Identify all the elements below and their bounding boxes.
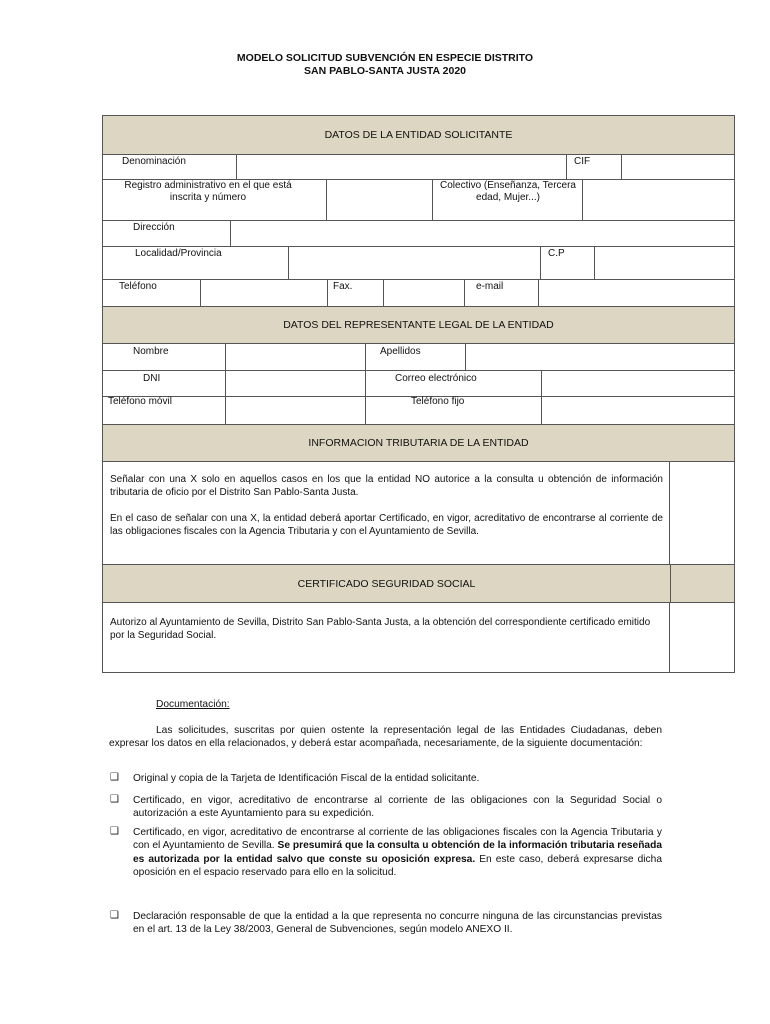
doc-item-3-bold: Se presumirá que la consulta u obtención de la información tributaria reseñada es autorizada por la entidad salvo que conste su oposición expresa.	[133, 840, 662, 865]
label-telefono-movil: Teléfono móvil	[108, 396, 172, 407]
input-fax[interactable]	[385, 280, 463, 305]
application-form-table	[102, 115, 735, 673]
label-denominacion: Denominación	[122, 156, 186, 167]
section-header-representative: DATOS DEL REPRESENTANTE LEGAL DE LA ENTIDAD	[103, 307, 734, 344]
doc-item-3	[133, 826, 662, 879]
label-colectivo: Colectivo (Enseñanza, Tercera edad, Mujer...)	[440, 180, 576, 203]
input-cif[interactable]	[623, 156, 733, 178]
label-cp: C.P	[548, 248, 565, 259]
label-email: e-mail	[476, 281, 504, 292]
label-fax: Fax.	[333, 281, 353, 292]
section-header-entity: DATOS DE LA ENTIDAD SOLICITANTE	[103, 116, 734, 155]
doc-item-3-part-c: En este caso, deberá expresarse dicha oposición en el espacio reservado para ello en la solicitud.	[133, 853, 662, 878]
input-direccion[interactable]	[232, 221, 733, 245]
input-localidad[interactable]	[290, 247, 539, 278]
social-header-side-cell	[670, 565, 734, 603]
tax-paragraph-2: En el caso de señalar con una X, la entidad deberá aportar Certificado, en vigor, acreditativo de encontrarse al corriente de las obligaciones fiscales con la Agencia Tributaria y con el Ayuntamiento de Sevilla.	[110, 513, 663, 537]
input-telefono-movil[interactable]	[227, 397, 364, 423]
doc-item-2: Certificado, en vigor, acreditativo de encontrarse al corriente de las obligaciones con la Seguridad Social o autorización a este Ayuntamiento para su expedición.	[133, 795, 662, 820]
section-header-tax: INFORMACION TRIBUTARIA DE LA ENTIDAD	[103, 425, 734, 462]
input-correo[interactable]	[543, 371, 733, 395]
tax-paragraph-1: Señalar con una X solo en aquellos casos en los que la entidad NO autorice a la consulta u obtención de información tributaria de oficio por el Distrito San Pablo-Santa Justa.	[110, 474, 663, 498]
input-email[interactable]	[540, 280, 733, 305]
documentation-intro: Las solicitudes, suscritas por quien ostente la representación legal de las Entidades Ciudadanas, deben expresar los datos en ella relacionados, y deberá estar acompañada, necesariamente, de la siguiente documentación:	[109, 725, 662, 749]
documentation-heading: Documentación:	[156, 699, 230, 710]
label-dni: DNI	[143, 373, 161, 384]
input-cp[interactable]	[596, 247, 733, 278]
input-colectivo[interactable]	[584, 180, 733, 219]
input-telefono[interactable]	[202, 280, 326, 305]
label-correo: Correo electrónico	[395, 373, 477, 384]
section-header-social: CERTIFICADO SEGURIDAD SOCIAL	[103, 565, 670, 603]
bullet-icon: ❑	[110, 826, 119, 837]
bullet-icon: ❑	[110, 772, 119, 783]
bullet-icon: ❑	[110, 794, 119, 805]
social-checkbox-cell[interactable]	[671, 604, 733, 671]
label-registro: Registro administrativo en el que está inscrita y número	[124, 180, 292, 203]
label-telefono-fijo: Teléfono fijo	[411, 396, 465, 407]
label-direccion: Dirección	[133, 222, 175, 233]
title-line-2: SAN PABLO-SANTA JUSTA 2020	[304, 65, 466, 77]
doc-item-1: Original y copia de la Tarjeta de Identificación Fiscal de la entidad solicitante.	[133, 773, 480, 784]
input-nombre[interactable]	[227, 345, 364, 369]
tax-checkbox-cell[interactable]	[671, 463, 733, 563]
bullet-icon: ❑	[110, 910, 119, 921]
doc-item-3-part-a: Certificado, en vigor, acreditativo de encontrarse al corriente de las obligaciones fiscales con la Agencia Tributaria y con el Ayuntamiento de Sevilla.	[133, 827, 662, 852]
label-nombre: Nombre	[133, 346, 169, 357]
social-paragraph: Autorizo al Ayuntamiento de Sevilla, Distrito San Pablo-Santa Justa, a la obtención del correspondiente certificado emitido por la Seguridad Social.	[110, 617, 651, 641]
input-dni[interactable]	[227, 371, 364, 395]
doc-item-4: Declaración responsable de que la entidad a la que representa no concurre ninguna de las circunstancias previstas en el art. 13 de la Ley 38/2003, General de Subvenciones, según modelo ANEXO II.	[133, 911, 662, 936]
label-localidad: Localidad/Provincia	[135, 248, 222, 259]
title-line-1: MODELO SOLICITUD SUBVENCIÓN EN ESPECIE DISTRITO	[236, 52, 534, 64]
label-telefono: Teléfono	[119, 281, 157, 292]
input-telefono-fijo[interactable]	[543, 397, 733, 423]
input-denominacion[interactable]	[238, 156, 564, 178]
label-cif: CIF	[574, 156, 591, 167]
label-apellidos: Apellidos	[380, 346, 421, 357]
input-apellidos[interactable]	[467, 345, 733, 369]
document-title	[0, 52, 770, 78]
input-registro[interactable]	[328, 180, 431, 219]
